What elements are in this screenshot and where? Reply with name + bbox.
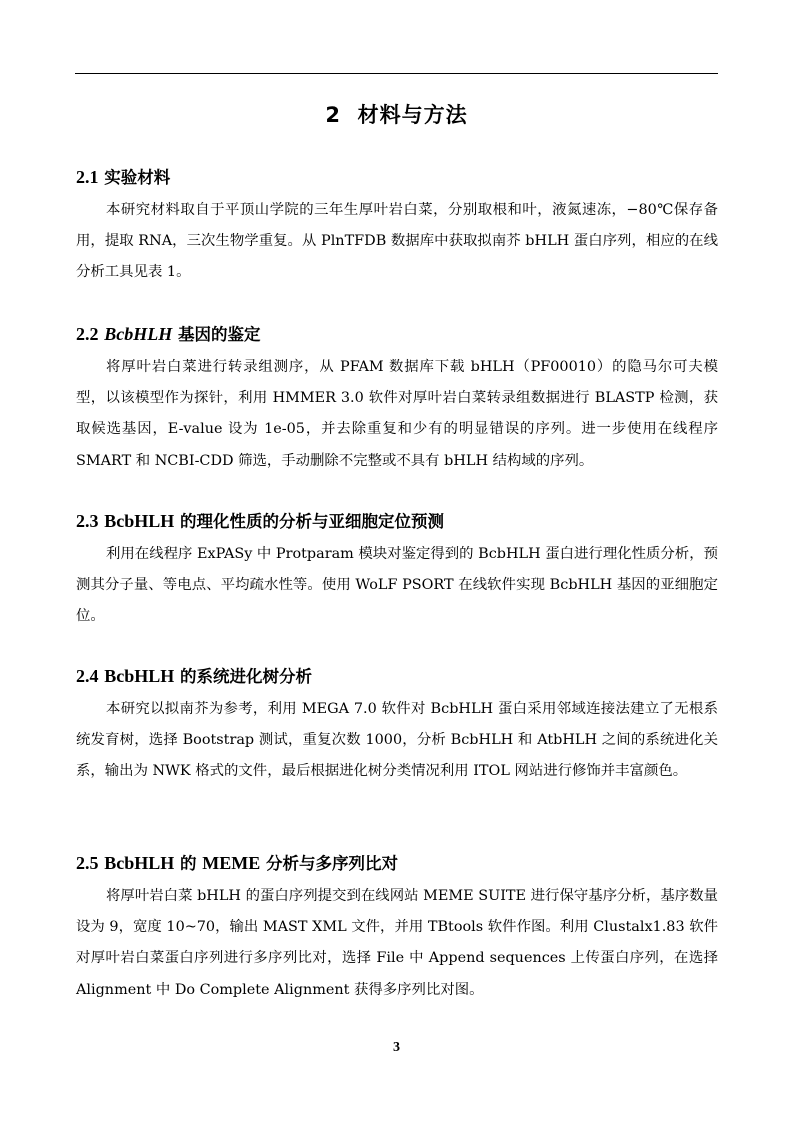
section-2-2 — [76, 322, 718, 477]
header-rule — [75, 73, 718, 74]
section-heading — [76, 664, 718, 690]
section-paragraph: 将厚叶岩白菜 bHLH 的蛋白序列提交到在线网站 MEME SUITE 进行保守基序分析，基序数量设为 9，宽度 10~70，输出 MAST XML 文件，并用 TBtools 软件作图。利用 Clustalx1.83 软件对厚叶岩白菜蛋白序列进行多序列比对，选择 File 中 Append sequences 上传蛋白序列，在选择 Alignment 中 Do Complete Alignment 获得多序列比对图。 — [76, 888, 718, 998]
section-number: 2.4 — [76, 666, 99, 686]
chapter-title-text: 材料与方法 — [357, 103, 468, 127]
section-heading-text: 基因的鉴定 — [178, 325, 261, 344]
section-paragraph: 本研究以拟南芥为参考，利用 MEGA 7.0 软件对 BcbHLH 蛋白采用邻域连接法建立了无根系统发育树，选择 Bootstrap 测试，重复次数 1000，分析 BcbHLH 和 AtbHLH 之间的系统进化关系，输出为 NWK 格式的文件，最后根据进化树分类情况利用 ITOL 网站进行修饰并丰富颜色。 — [76, 701, 718, 780]
section-number: 2.2 — [76, 324, 99, 344]
section-heading — [76, 322, 718, 348]
section-2-4 — [76, 664, 718, 788]
section-paragraph: 本研究材料取自于平顶山学院的三年生厚叶岩白菜，分别取根和叶，液氮速冻，−80℃保存备用，提取 RNA，三次生物学重复。从 PlnTFDB 数据库中获取拟南芥 bHLH 蛋白序列，相应的在线分析工具见表 1。 — [76, 202, 718, 281]
gene-name: BcbHLH — [104, 511, 175, 531]
section-heading — [76, 165, 718, 191]
section-heading — [76, 509, 718, 535]
section-2-3 — [76, 509, 718, 633]
gene-name: BcbHLH — [104, 666, 175, 686]
section-heading-text: 的理化性质的分析与亚细胞定位预测 — [180, 512, 445, 531]
meme-label: MEME — [202, 853, 261, 873]
section-paragraph: 将厚叶岩白菜进行转录组测序，从 PFAM 数据库下载 bHLH（PF00010）的隐马尔可夫模型，以该模型作为探针，利用 HMMER 3.0 软件对厚叶岩白菜转录组数据进行 BLASTP 检测，获取候选基因，E-value 设为 1e-05，并去除重复和少有的明显错误的序列。进一步使用在线程序 SMART 和 NCBI-CDD 筛选，手动删除不完整或不具有 bHLH 结构域的序列。 — [76, 359, 718, 469]
section-number: 2.5 — [76, 853, 99, 873]
gene-name: BcbHLH — [104, 324, 173, 344]
chapter-title — [0, 100, 793, 130]
section-2-1 — [76, 165, 718, 289]
section-heading — [76, 851, 718, 877]
section-number: 2.1 — [76, 167, 99, 187]
section-heading-text: 分析与多序列比对 — [266, 854, 399, 873]
section-heading-connector: 的 — [180, 854, 197, 873]
page-number: 3 — [393, 1040, 400, 1055]
gene-name: BcbHLH — [104, 853, 175, 873]
section-2-5 — [76, 851, 718, 1006]
section-paragraph: 利用在线程序 ExPASy 中 Protparam 模块对鉴定得到的 BcbHLH 蛋白进行理化性质分析，预测其分子量、等电点、平均疏水性等。使用 WoLF PSORT 在线软件实现 BcbHLH 基因的亚细胞定位。 — [76, 546, 718, 625]
section-heading-text: 的系统进化树分析 — [180, 667, 313, 686]
section-number: 2.3 — [76, 511, 99, 531]
section-heading-text: 实验材料 — [104, 168, 171, 187]
chapter-number: 2 — [325, 103, 341, 127]
